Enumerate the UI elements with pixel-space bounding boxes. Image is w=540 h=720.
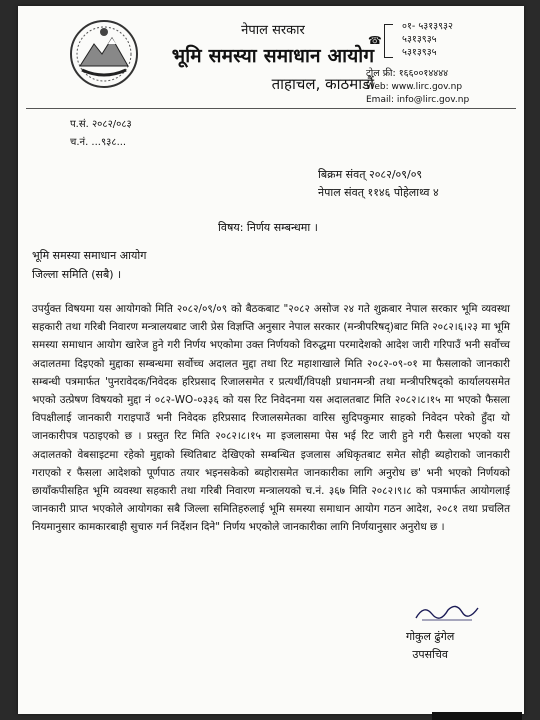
dispatch-number: च.नं. ...९३८... [70, 137, 127, 148]
scan-edge [432, 712, 522, 720]
letter-page [18, 6, 524, 714]
website: Web: www.lirc.gov.np [366, 82, 463, 92]
signatory-title: उपसचिव [412, 648, 448, 661]
handwritten-signature [412, 600, 482, 624]
recipient-line-2: जिल्ला समिति (सबै) । [32, 268, 122, 281]
reference-numbers [70, 116, 132, 152]
toll-free-number: टोल फ्री: १६६००१४४४४ [366, 68, 449, 79]
phone-number-3: ५३१३९३५ [402, 47, 437, 58]
phone-numbers [366, 20, 516, 64]
letter-dates [318, 166, 439, 202]
signatory-block [406, 628, 454, 664]
bikram-sambat-date: बिक्रम संवत् २०८२/०९/०९ [318, 168, 423, 181]
phone-number-1: ०१- ५३१३९३२ [402, 21, 453, 32]
letter-body: उपर्युक्त विषयमा यस आयोगको मिति २०८२/०९/०९ को बैठकबाट "२०८२ असोज २४ गते शुक्रबार नेपाल सरकार भूमि व्यवस्था सहकारी तथा गरिबी निवारण मन्त्रालयबाट जारी प्रेस विज्ञप्ति अनुसार नेपाल सरकार (मन्त्रीपरिषद्)बाट मिति २०८२।६।२३ मा भूमि समस्या समाधान आयोग खारेज हुने गरी निर्णय भएकोमा उक्त निर्णयको विरुद्धमा परमादेशको आदेश जारी गरिपाउँ भनी सर्वोच्च अदालतमा दिइएको मुद्दाका सम्बन्धमा सर्वोच्च अदालत मुद्दा तथा रिट महाशाखाले मिति २०८२-०९-०१ मा फैसलाको जानकारी सम्बन्धी पत्रमार्फत 'पुनरावेदक/निवेदक हरिप्रसाद रिजालसमेत र प्रत्यर्थी/विपक्षी प्रधानमन्त्री तथा मन्त्रीपरिषद्को कार्यालयसमेत भएको उत्प्रेषण विषयको मुद्दा नं ०८२-WO-०३३६ को यस रिट निवेदनमा यस अदालतबाट मिति २०८२।८।१५ मा भएको फैसला विपक्षीलाई जानकारी गराइपाउँ भनी निवेदक हरिप्रसाद रिजालसमेतका वारिस सुदिपकुमार साहको निवेदन परेको हुँदा यो जानकारीपत्र पठाइएको छ । प्रस्तुत रिट मिति २०८२।८।१५ मा इजलासमा पेस भई रिट जारी हुने गरी फैसला भएको यस अदालतको वेबसाइटमा रहेको मुद्दाको स्थितिबाट देखिएको सम्बन्धित इजलास अधिकृतबाट समेत सोही ब्यहोराको जानकारी गराएको र फैसला आदेशको पूर्णपाठ तयार भइनसकेको ब्यहोरासमेत जानकारीका लागि अनुरोध छ' भनी भएको निर्णयको छायाँकपीसहित भूमि व्यवस्था सहकारी तथा गरिबी निवारण मन्त्रालयको च.नं. ३६७ मिति २०८२।९।८ को पत्रमार्फत आयोगलाई जानकारी प्राप्त भएकोले आयोगका सबै जिल्ला समितिहरुलाई भूमि समस्या समाधान आयोग गठन आदेश, २०८१ तथा प्रचलित नियमानुसार कामकारबाही सुचारु गर्न निर्देशन दिने" निर्णय भएकोले जानकारीका लागि निर्णयानुसार अनुरोध छ । [32, 303, 510, 534]
letterhead-title-block [168, 20, 378, 94]
nepal-emblem-icon [68, 18, 140, 90]
recipient-block [32, 246, 146, 284]
organization-name: भूमि समस्या समाधान आयोग [171, 45, 375, 67]
signatory-name: गोकुल ढुंगेल [406, 630, 455, 643]
contact-block [366, 20, 516, 105]
government-name: नेपाल सरकार [241, 23, 305, 38]
phone-bracket [384, 24, 393, 58]
organization-address: ताहाचल, काठमाडौं [271, 75, 374, 93]
phone-number-2: ५३१३९३५ [402, 34, 437, 45]
letter-subject: विषय: निर्णय सम्बन्धमा । [218, 221, 318, 234]
header-divider [26, 108, 516, 109]
telephone-icon: ☎ [368, 34, 382, 47]
email-address: Email: info@lirc.gov.np [366, 95, 470, 105]
nepal-sambat-date: नेपाल संवत् ११४६ पोहेलाथ्व ४ [318, 186, 439, 199]
recipient-line-1: भूमि समस्या समाधान आयोग [32, 249, 147, 262]
letter-number: प.सं. २०८२/०८३ [70, 119, 132, 130]
